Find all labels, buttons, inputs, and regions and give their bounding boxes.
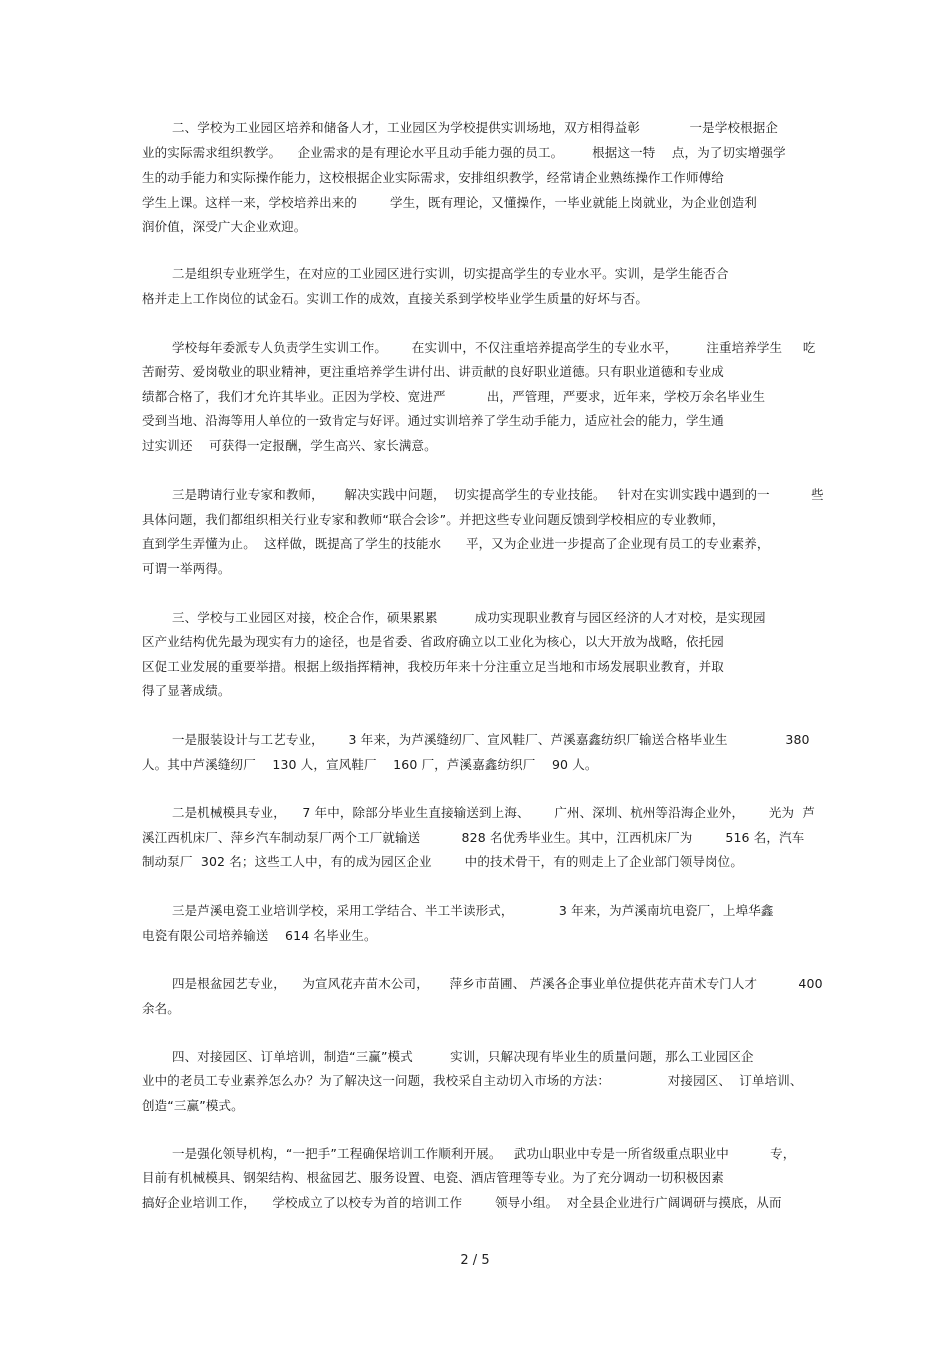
text-line: 过实训还 可获得一定报酬，学生高兴、家长满意。: [142, 438, 437, 453]
text-line: 区产业结构优先最为现实有力的途径，也是省委、省政府确立以工业化为核心，以大开放为战略，依托园: [142, 634, 724, 649]
text-line: 可谓一举两得。: [142, 561, 231, 576]
text-line: 绩都合格了，我们才允许其毕业。正因为学校、宽进严 出，严管理，严要求，近年来，学校万余名毕业生: [142, 389, 766, 404]
text-line: 搞好企业培训工作， 学校成立了以校专为首的培训工作 领导小组。 对全县企业进行广阔调研与摸底，从而: [142, 1195, 782, 1210]
text-line: 区促工业发展的重要举措。根据上级指挥精神，我校历年来十分注重立足当地和市场发展职业教育，并取: [142, 659, 724, 674]
text-line: 具体问题，我们都组织相关行业专家和教师“联合会诊”。并把这些专业问题反馈到学校相应的专业教师，: [142, 512, 725, 527]
text-line: 制动泵厂 302 名；这些工人中，有的成为园区企业 中的技术骨干，有的则走上了企业部门领导岗位。: [142, 854, 743, 869]
text-line: 业中的老员工专业素养怎么办？为了解决这一问题，我校采自主动切入市场的方法： 对接园区、 订单培训、: [142, 1073, 803, 1088]
text-line: 人。其中芦溪缝纫厂 130 人，宣风鞋厂 160 厂，芦溪嘉鑫纺织厂 90 人。: [142, 757, 598, 772]
text-line: 二是机械模具专业， 7 年中，除部分毕业生直接输送到上海、 广州、深圳、杭州等沿海企业外， 光为 芦: [172, 805, 816, 820]
text-line: 得了显著成绩。: [142, 683, 231, 698]
text-line: 创造“三赢”模式。: [142, 1098, 244, 1113]
text-line: 苦耐劳、爱岗敬业的职业精神，更注重培养学生讲付出、讲贡献的良好职业道德。只有职业道德和专业成: [142, 364, 724, 379]
text-line: 目前有机械模具、钢架结构、根盆园艺、服务设置、电瓷、酒店管理等专业。为了充分调动一切积极因素: [142, 1170, 724, 1185]
text-line: 受到当地、沿海等用人单位的一致肯定与好评。通过实训培养了学生动手能力，适应社会的能力，学生通: [142, 413, 724, 428]
text-line: 生的动手能力和实际操作能力，这校根据企业实际需求，安排组织教学，经常请企业熟练操作工作师傅给: [142, 170, 724, 185]
text-line: 三、学校与工业园区对接，校企合作，硕果累累 成功实现职业教育与园区经济的人才对校，是实现园: [172, 610, 766, 625]
text-line: 四、对接园区、订单培训，制造“三赢”模式 实训，只解决现有毕业生的质量问题，那么工业园区企: [172, 1049, 754, 1064]
text-line: 三是聘请行业专家和教师， 解决实践中问题， 切实提高学生的专业技能。 针对在实训实践中遇到的一 些: [172, 487, 824, 502]
page-number: 2 / 5: [460, 1253, 490, 1268]
text-line: 直到学生弄懂为止。 这样做，既提高了学生的技能水 平，又为企业进一步提高了企业现有员工的专业素养，: [142, 536, 770, 551]
text-line: 电瓷有限公司培养输送 614 名毕业生。: [142, 928, 377, 943]
text-line: 学生上课。这样一来，学校培养出来的 学生，既有理论，又懂操作，一毕业就能上岗就业，为企业创造利: [142, 195, 757, 210]
text-line: 二是组织专业班学生，在对应的工业园区进行实训，切实提高学生的专业水平。实训，是学生能否合: [172, 266, 729, 281]
text-line: 一是服装设计与工艺专业， 3 年来，为芦溪缝纫厂、宣风鞋厂、芦溪嘉鑫纺织厂输送合格毕业生 380: [172, 732, 810, 747]
text-line: 二、学校为工业园区培养和储备人才，工业园区为学校提供实训场地，双方相得益彰 一是学校根据企: [172, 120, 779, 135]
text-line: 溪江西机床厂、萍乡汽车制动泵厂两个工厂就输送 828 名优秀毕业生。其中，江西机床厂为 516 名，汽车: [142, 830, 805, 845]
text-line: 三是芦溪电瓷工业培训学校，采用工学结合、半工半读形式， 3 年来，为芦溪南坑电瓷厂，上埠华鑫: [172, 903, 774, 918]
text-line: 四是根盆园艺专业， 为宣风花卉苗木公司， 萍乡市苗圃、 芦溪各企事业单位提供花卉苗术专门人才 400: [172, 976, 823, 991]
text-line: 格并走上工作岗位的试金石。实训工作的成效，直接关系到学校毕业学生质量的好坏与否。: [142, 291, 649, 306]
text-line: 学校每年委派专人负责学生实训工作。 在实训中，不仅注重培养提高学生的专业水平， 注重培养学生 吃: [172, 340, 816, 355]
text-line: 业的实际需求组织教学。 企业需求的是有理论水平且动手能力强的员工。 根据这一特 点，为了切实增强学: [142, 145, 786, 160]
text-line: 余名。: [142, 1001, 180, 1016]
text-line: 润价值，深受广大企业欢迎。: [142, 219, 307, 234]
text-line: 一是强化领导机构，“一把手”工程确保培训工作顺利开展。 武功山职业中专是一所省级重点职业中 专，: [172, 1146, 796, 1161]
